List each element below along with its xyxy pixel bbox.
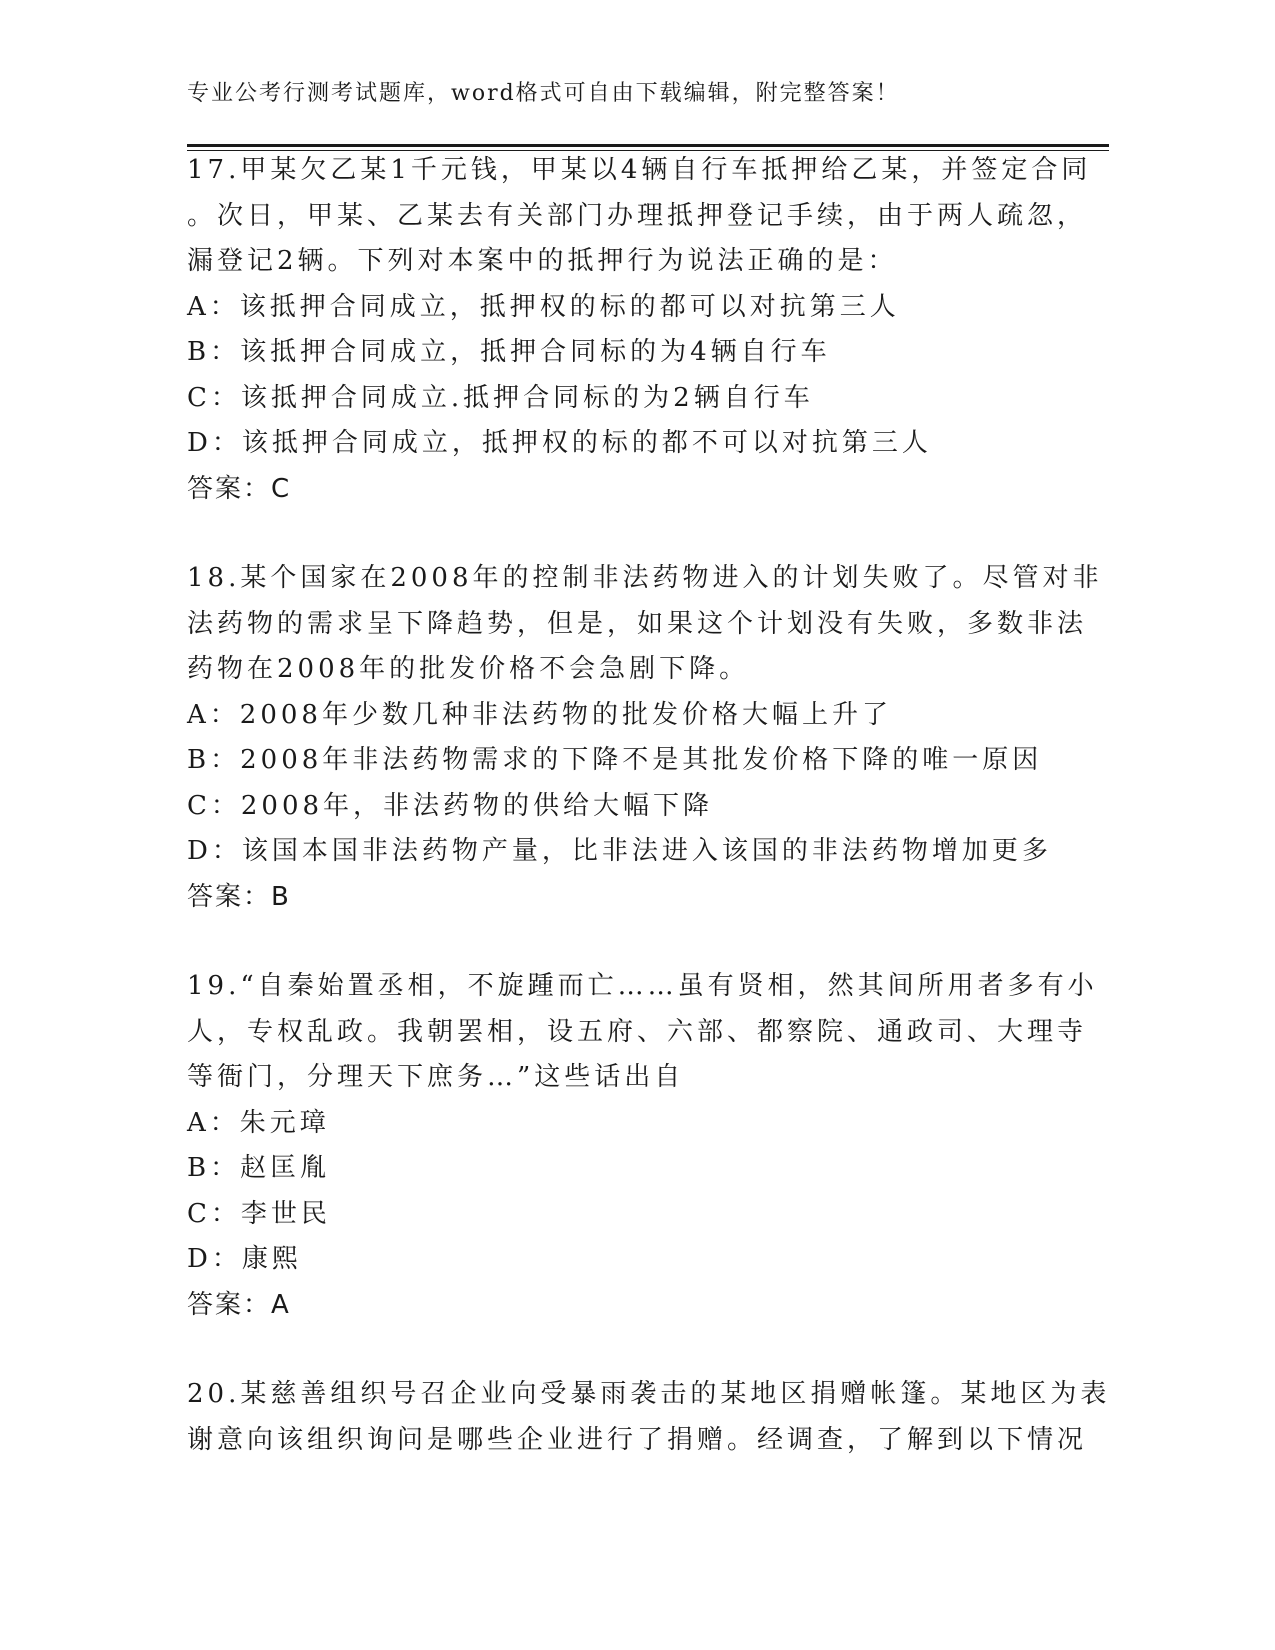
option-b: B：该抵押合同成立，抵押合同标的为4辆自行车 — [187, 337, 831, 367]
question-stem-line: 17.甲某欠乙某1千元钱，甲某以4辆自行车抵押给乙某，并签定合同 — [187, 155, 1092, 185]
answer: 答案：B — [187, 881, 291, 912]
question-stem-line: 19.“自秦始置丞相，不旋踵而亡……虽有贤相，然其间所用者多有小 — [187, 971, 1098, 1001]
question-19 — [187, 964, 1098, 1328]
option-c: C：李世民 — [187, 1198, 331, 1229]
document-header: 专业公考行测考试题库，word格式可自由下载编辑，附完整答案！ — [187, 81, 900, 106]
question-17 — [187, 148, 1092, 512]
option-d: D：该抵押合同成立，抵押权的标的都不可以对抗第三人 — [187, 428, 932, 458]
option-b: B：2008年非法药物需求的下降不是其批发价格下降的唯一原因 — [187, 745, 1043, 775]
question-stem-line: 等衙门，分理天下庶务…”这些话出自 — [187, 1062, 685, 1092]
option-b: B：赵匡胤 — [187, 1153, 331, 1183]
option-a: A：该抵押合同成立，抵押权的标的都可以对抗第三人 — [187, 291, 900, 322]
question-stem-line: 药物在2008年的批发价格不会急剧下降。 — [187, 654, 750, 684]
answer: 答案：C — [187, 473, 292, 504]
question-20 — [187, 1372, 1111, 1463]
question-stem-line: 法药物的需求呈下降趋势，但是，如果这个计划没有失败，多数非法 — [187, 608, 1088, 639]
option-c: C：2008年，非法药物的供给大幅下降 — [187, 790, 714, 821]
option-d: D：该国本国非法药物产量，比非法进入该国的非法药物增加更多 — [187, 836, 1052, 866]
option-a: A：朱元璋 — [187, 1107, 330, 1138]
answer: 答案：A — [187, 1289, 291, 1320]
question-stem-line: 漏登记2辆。下列对本案中的抵押行为说法正确的是： — [187, 246, 898, 276]
option-c: C：该抵押合同成立.抵押合同标的为2辆自行车 — [187, 382, 814, 413]
question-stem-line: 20.某慈善组织号召企业向受暴雨袭击的某地区捐赠帐篷。某地区为表 — [187, 1379, 1111, 1409]
question-18 — [187, 556, 1103, 920]
option-d: D：康熙 — [187, 1244, 302, 1274]
question-stem-line: 。次日，甲某、乙某去有关部门办理抵押登记手续，由于两人疏忽， — [187, 200, 1088, 231]
option-a: A：2008年少数几种非法药物的批发价格大幅上升了 — [187, 699, 892, 730]
header-rule-thick — [187, 144, 1109, 147]
question-stem-line: 18.某个国家在2008年的控制非法药物进入的计划失败了。尽管对非 — [187, 563, 1103, 593]
question-stem-line: 谢意向该组织询问是哪些企业进行了捐赠。经调查，了解到以下情况 — [187, 1424, 1088, 1455]
question-stem-line: 人，专权乱政。我朝罢相，设五府、六部、都察院、通政司、大理寺 — [187, 1016, 1088, 1047]
